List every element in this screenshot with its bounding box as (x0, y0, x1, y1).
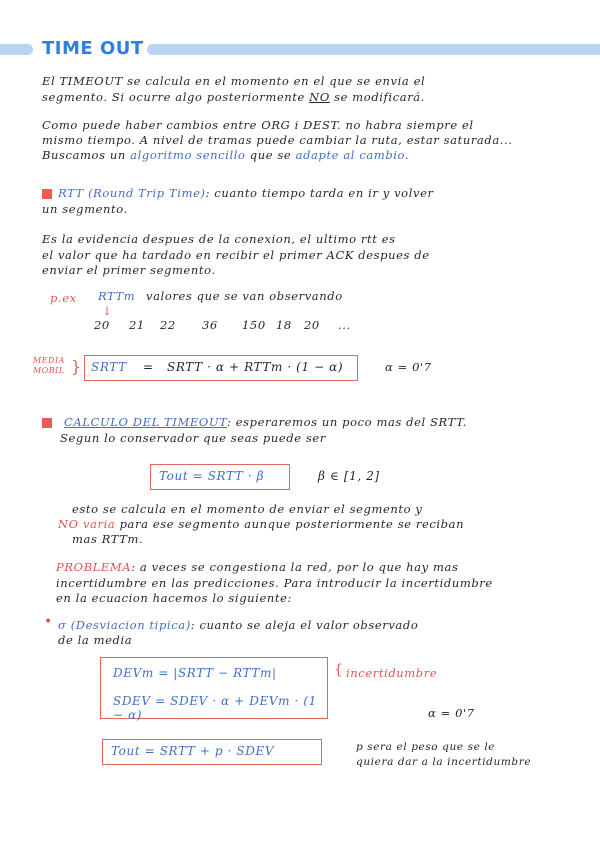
rtt-value: 36 (202, 318, 218, 332)
beta-range: β ∈ [1, 2] (318, 469, 380, 483)
timeout-p-line-1: esto se calcula en el momento de enviar el segmento y (72, 502, 423, 516)
tout-formula-box (150, 464, 290, 490)
devm-formula: DEVm = |SRTT − RTTm| (113, 666, 277, 680)
title-highlight-left (0, 44, 33, 55)
p2-line-1: Como puede haber cambios entre ORG i DEST. no habra siempre el (42, 118, 474, 132)
srtt-rhs: SRTT · α + RTTm · (1 − α) (167, 360, 344, 374)
sigma-heading-line-2: de la media (58, 633, 133, 647)
problema-label: PROBLEMA (56, 560, 132, 574)
media-label: MEDIA (33, 356, 65, 365)
intro-line-2 (42, 90, 425, 104)
rtt-value: 22 (160, 318, 176, 332)
p-note-line-1: p sera el peso que se le (356, 741, 496, 753)
rtt-p-line-3: enviar el primer segmento. (42, 263, 216, 277)
intro-no: NO (309, 90, 330, 104)
sdev-formula-box (100, 657, 328, 722)
rttm-label: RTTm (98, 289, 136, 303)
srtt-eq: = (143, 360, 154, 374)
rtt-value: 18 (276, 318, 292, 332)
timeout-heading-line (64, 415, 467, 429)
rtt-heading-line-2: un segmento. (42, 202, 128, 216)
incertidumbre-note: incertidumbre (346, 666, 438, 680)
sdev-formula: SDEV = SDEV · α + DEVm · (1 − α) (113, 694, 317, 722)
sigma-heading-rest: : cuanto se aleja el valor observado (190, 618, 419, 632)
timeout-heading-line-2: Segun lo conservador que seas puede ser (60, 431, 326, 445)
sigma-heading: σ (Desviacion tipica) (58, 618, 191, 632)
timeout-p-line-3: mas RTTm. (72, 532, 144, 546)
rtt-value: 20 (94, 318, 110, 332)
timeout-p-line-2-rest: para ese segmento aunque posteriormente se reciban (115, 517, 465, 531)
media-mobil-note (33, 356, 65, 376)
no-varia: NO varia (58, 517, 116, 531)
timeout-bullet (42, 418, 52, 428)
rtt-bullet (42, 189, 52, 199)
brace-icon-2: { (334, 662, 343, 678)
rtt-heading-line (58, 186, 434, 200)
rtt-heading: RTT (Round Trip Time) (58, 186, 206, 200)
alpha-value-2: α = 0'7 (428, 706, 475, 720)
brace-icon: } (71, 357, 82, 376)
rtt-value: 20 (304, 318, 320, 332)
rtt-value: 150 (242, 318, 266, 332)
rtt-p-line-2: el valor que ha tardado en recibir el primer ACK despues de (42, 248, 430, 262)
p2-text-end: . (404, 148, 410, 162)
sigma-bullet-icon: • (44, 614, 53, 630)
pex-label: p.ex (50, 291, 77, 305)
p-note-line-2: quiera dar a la incertidumbre (356, 756, 532, 768)
p2-line-2: mismo tiempo. A nivel de tramas puede cambiar la ruta, estar saturada... (42, 133, 513, 147)
timeout-p-line-2 (58, 517, 464, 531)
p2-text-mid: que se (245, 148, 296, 162)
page-title: TIME OUT (42, 38, 144, 59)
rtt-value: 21 (129, 318, 145, 332)
pex-rest: valores que se van observando (146, 289, 343, 303)
srtt-formula-box (84, 355, 358, 381)
rtt-value: ... (338, 318, 351, 332)
tout-formula-text: Tout = SRTT · β (159, 469, 265, 483)
down-arrow-icon: ↓ (102, 304, 113, 318)
intro-text-end: se modificará. (329, 90, 426, 104)
p2-algoritmo: algoritmo sencillo (130, 148, 246, 162)
intro-line-1: El TIMEOUT se calcula en el momento en el que se envia el (42, 74, 426, 88)
rtt-heading-rest: : cuanto tiempo tarda en ir y volver (205, 186, 434, 200)
alpha-value: α = 0'7 (385, 360, 432, 374)
tout-sdev-formula: Tout = SRTT + p · SDEV (111, 744, 275, 758)
srtt-lhs: SRTT (91, 360, 127, 374)
rtt-p-line-1: Es la evidencia despues de la conexion, el ultimo rtt es (42, 232, 396, 246)
sigma-heading-line (58, 618, 418, 632)
p2-adapte: adapte al cambio (295, 148, 405, 162)
tout-sdev-box (102, 739, 322, 765)
intro-text: segmento. Si ocurre algo posteriormente (42, 90, 310, 104)
tout-formula (159, 469, 264, 483)
problema-text: : a veces se congestiona la red, por lo que hay mas (131, 560, 459, 574)
p2-line-3 (42, 148, 409, 162)
p2-text: Buscamos un (42, 148, 131, 162)
problema-line-3: en la ecuacion hacemos lo siguiente: (56, 591, 292, 605)
title-highlight-right (147, 44, 600, 55)
problema-line-1 (56, 560, 458, 574)
timeout-heading: CALCULO DEL TIMEOUT (64, 415, 228, 429)
timeout-heading-rest: : esperaremos un poco mas del SRTT. (227, 415, 467, 429)
problema-line-2: incertidumbre en las predicciones. Para introducir la incertidumbre (56, 576, 493, 590)
mobil-label: MOBIL (33, 366, 65, 375)
